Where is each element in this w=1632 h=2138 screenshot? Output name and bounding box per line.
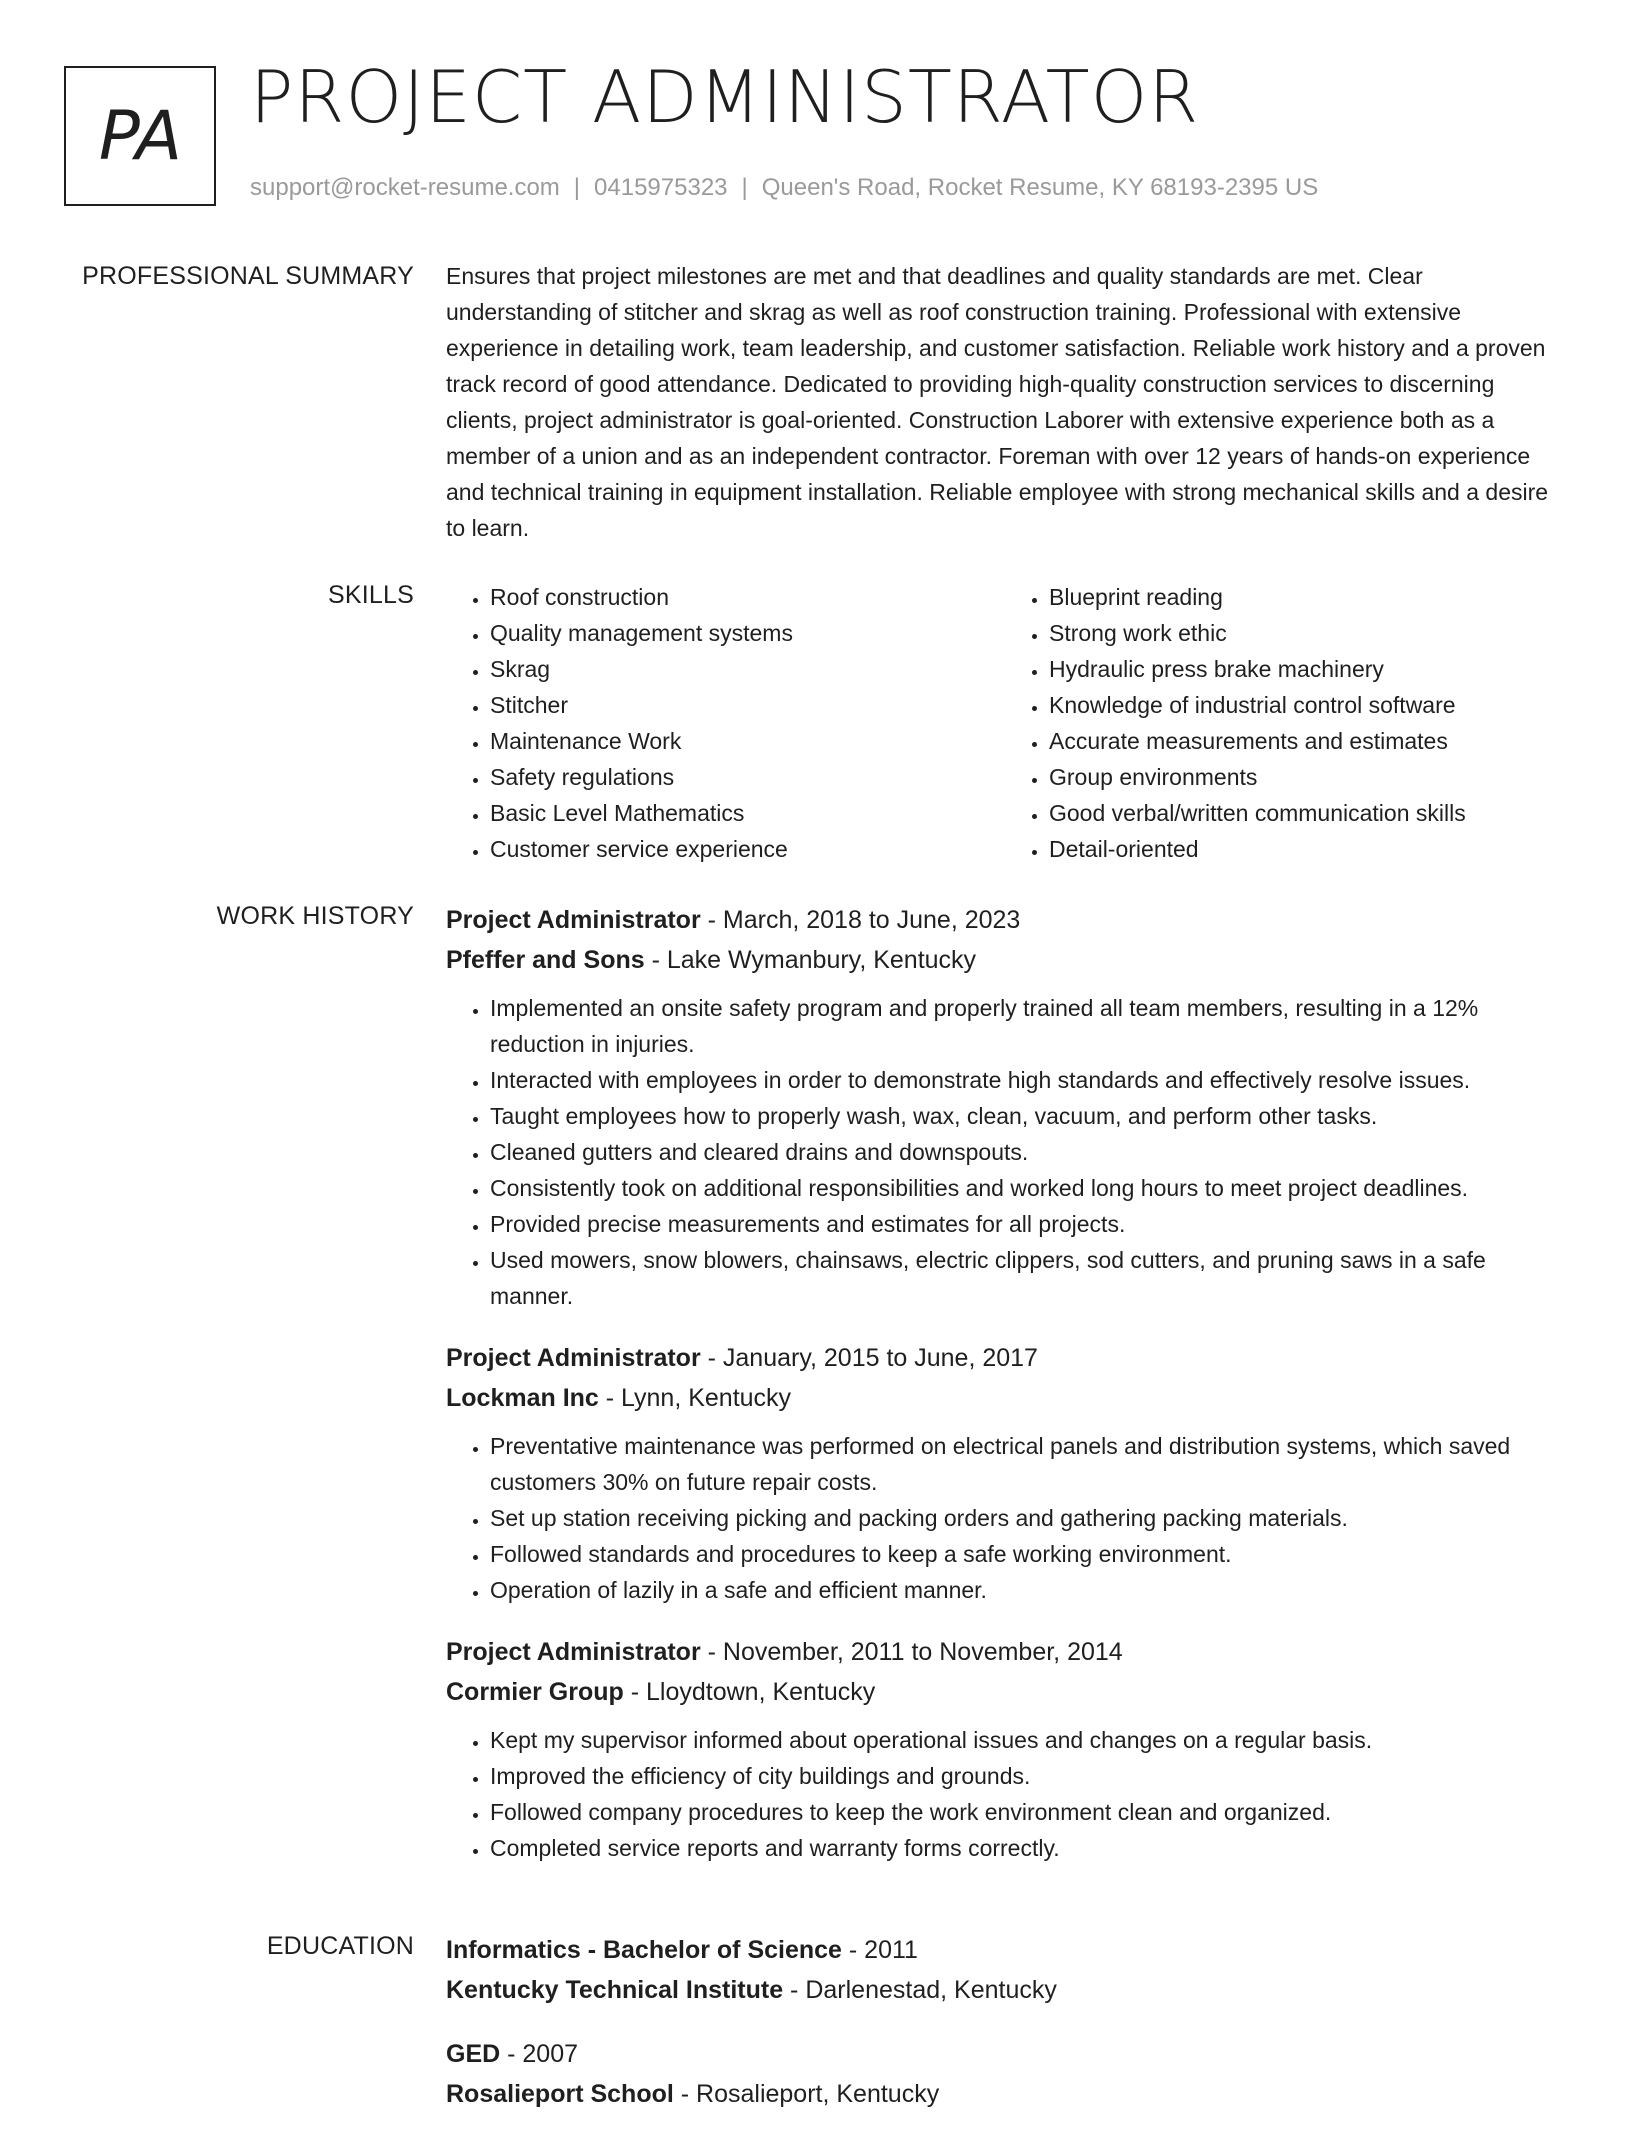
job-bullet: • Improved the efficiency of city buildings and grounds. — [490, 1758, 1564, 1794]
education-school-line — [446, 2074, 1564, 2114]
contact-separator: | — [573, 174, 581, 201]
job-bullets — [446, 1722, 1564, 1866]
education-degree: GED — [446, 2040, 501, 2068]
skill-item: • Customer service experience — [490, 831, 1005, 867]
job-title-line — [446, 900, 1564, 940]
skill-item: • Stitcher — [490, 687, 1005, 723]
job-title-line — [446, 1632, 1564, 1672]
job-bullet: • Set up station receiving picking and packing orders and gathering packing materials. — [490, 1500, 1564, 1536]
job-entry — [446, 1632, 1564, 1866]
work-history-body — [446, 900, 1564, 1890]
summary-label: PROFESSIONAL SUMMARY — [82, 262, 414, 290]
education-degree-line — [446, 1930, 1564, 1970]
skills-grid — [446, 579, 1564, 867]
skill-item: • Basic Level Mathematics — [490, 795, 1005, 831]
monogram-box — [64, 66, 216, 206]
job-entry — [446, 900, 1564, 1314]
job-bullet: • Followed company procedures to keep the work environment clean and organized. — [490, 1794, 1564, 1830]
job-location: - Lloydtown, Kentucky — [623, 1678, 876, 1706]
education-school: Rosalieport School — [446, 2080, 674, 2108]
job-company: Pfeffer and Sons — [446, 946, 645, 974]
education-degree: Informatics - Bachelor of Science — [446, 1936, 842, 1964]
skills-left-column — [446, 579, 1005, 867]
job-title-line — [446, 1338, 1564, 1378]
job-location: - Lake Wymanbury, Kentucky — [644, 946, 977, 974]
job-bullet: • Consistently took on additional responsibilities and worked long hours to meet project deadlines. — [490, 1170, 1564, 1206]
job-bullet: • Interacted with employees in order to demonstrate high standards and effectively resolve issues. — [490, 1062, 1564, 1098]
job-bullet: • Implemented an onsite safety program and properly trained all team members, resulting in a 12% reduction in injuries. — [490, 990, 1564, 1062]
education-entry — [446, 1930, 1564, 2010]
resume-name: PROJECT ADMINISTRATOR — [250, 55, 1200, 139]
job-dates: - January, 2015 to June, 2017 — [700, 1344, 1038, 1372]
skill-item: • Accurate measurements and estimates — [1049, 723, 1564, 759]
education-entry — [446, 2034, 1564, 2114]
education-degree-line — [446, 2034, 1564, 2074]
summary-text: Ensures that project milestones are met and that deadlines and quality standards are met. Clear understanding of stitcher and skrag as well as roof construction training. Professional with extensive experience in detailing work, team leadership, and customer satisfaction. Reliable work history and a proven track record of good attendance. Dedicated to providing high-quality construction services to discerning clients, project administrator is goal-oriented. Construction Laborer with extensive experience both as a member of a union and as an independent contractor. Foreman with over 12 years of hands-on experience and technical training in equipment installation. Reliable employee with strong mechanical skills and a desire to learn. — [446, 263, 1549, 541]
education-location: - Rosalieport, Kentucky — [673, 2080, 940, 2108]
job-bullet: • Taught employees how to properly wash, wax, clean, vacuum, and perform other tasks. — [490, 1098, 1564, 1134]
contact-line — [250, 174, 1318, 202]
job-company: Lockman Inc — [446, 1384, 599, 1412]
skill-item: • Skrag — [490, 651, 1005, 687]
skills-label: SKILLS — [328, 581, 414, 609]
contact-phone: 0415975323 — [594, 174, 728, 201]
job-dates: - March, 2018 to June, 2023 — [700, 906, 1021, 934]
summary-body — [446, 258, 1564, 546]
education-year: - 2011 — [841, 1936, 918, 1964]
job-title: Project Administrator — [446, 1344, 701, 1372]
education-label: EDUCATION — [266, 1932, 414, 1960]
contact-address: Queen's Road, Rocket Resume, KY 68193-2395 US — [761, 174, 1319, 201]
skill-item: • Quality management systems — [490, 615, 1005, 651]
job-bullet: • Cleaned gutters and cleared drains and downspouts. — [490, 1134, 1564, 1170]
job-title: Project Administrator — [446, 906, 701, 934]
education-year: - 2007 — [500, 2040, 579, 2068]
job-bullet: • Operation of lazily in a safe and efficient manner. — [490, 1572, 1564, 1608]
job-bullet: • Used mowers, snow blowers, chainsaws, electric clippers, sod cutters, and pruning saws in a safe manner. — [490, 1242, 1564, 1314]
job-dates: - November, 2011 to November, 2014 — [700, 1638, 1123, 1666]
job-company-line — [446, 1672, 1564, 1712]
education-body — [446, 1930, 1564, 2138]
job-location: - Lynn, Kentucky — [598, 1384, 792, 1412]
skill-item: • Roof construction — [490, 579, 1005, 615]
work-history-label: WORK HISTORY — [216, 902, 414, 930]
job-company: Cormier Group — [446, 1678, 624, 1706]
job-entry — [446, 1338, 1564, 1608]
education-location: - Darlenestad, Kentucky — [783, 1976, 1057, 2004]
job-bullet: • Kept my supervisor informed about operational issues and changes on a regular basis. — [490, 1722, 1564, 1758]
education-school: Kentucky Technical Institute — [446, 1976, 784, 2004]
job-bullets — [446, 1428, 1564, 1608]
job-title: Project Administrator — [446, 1638, 701, 1666]
skill-item: • Hydraulic press brake machinery — [1049, 651, 1564, 687]
contact-email: support@rocket-resume.com — [250, 174, 560, 201]
job-bullet: • Completed service reports and warranty forms correctly. — [490, 1830, 1564, 1866]
skill-item: • Safety regulations — [490, 759, 1005, 795]
skill-item: • Knowledge of industrial control software — [1049, 687, 1564, 723]
skills-right-column — [1005, 579, 1564, 867]
education-school-line — [446, 1970, 1564, 2010]
job-company-line — [446, 1378, 1564, 1418]
contact-separator: | — [741, 174, 748, 201]
skills-body — [446, 579, 1564, 867]
job-bullet: • Preventative maintenance was performed on electrical panels and distribution systems, which saved customers 30% on future repair costs. — [490, 1428, 1564, 1500]
skill-item: • Good verbal/written communication skills — [1049, 795, 1564, 831]
monogram-initials: PA — [98, 96, 182, 176]
skill-item: • Group environments — [1049, 759, 1564, 795]
skill-item: • Strong work ethic — [1049, 615, 1564, 651]
skill-item: • Detail-oriented — [1049, 831, 1564, 867]
job-company-line — [446, 940, 1564, 980]
job-bullets — [446, 990, 1564, 1314]
skill-item: • Maintenance Work — [490, 723, 1005, 759]
job-bullet: • Followed standards and procedures to keep a safe working environment. — [490, 1536, 1564, 1572]
skill-item: • Blueprint reading — [1049, 579, 1564, 615]
job-bullet: • Provided precise measurements and estimates for all projects. — [490, 1206, 1564, 1242]
